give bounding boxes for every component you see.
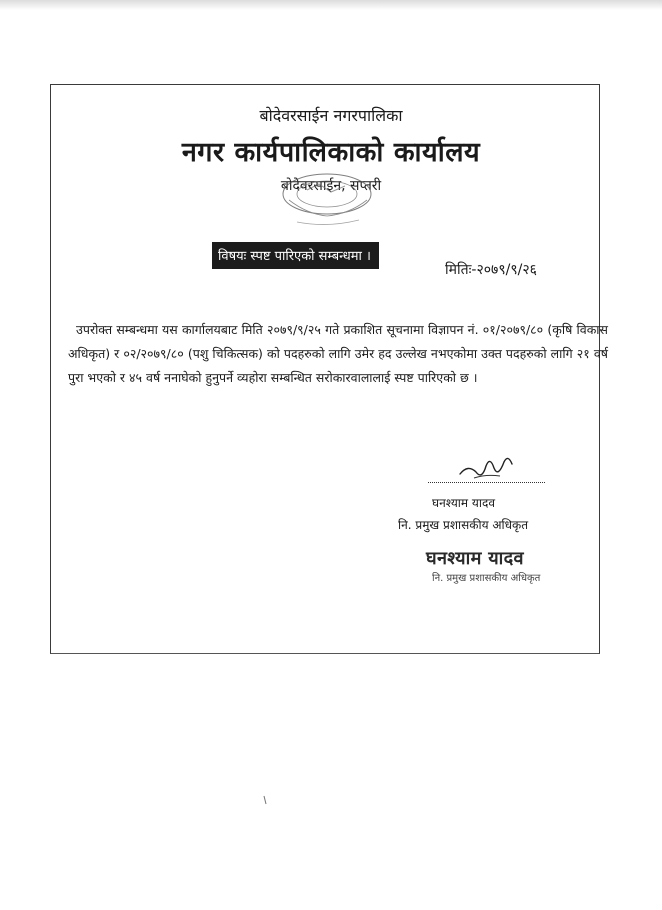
municipal-seal-icon — [267, 170, 387, 230]
officer-title: नि. प्रमुख प्रशासकीय अधिकृत — [398, 518, 529, 532]
municipality-name: बोदेवरसाईन नगरपालिका — [259, 106, 403, 125]
scan-edge-shadow — [0, 0, 662, 10]
office-address: बोदेवरसाईन, सप्तरी — [280, 178, 382, 194]
handwritten-signature-icon — [456, 452, 516, 486]
scan-speck — [262, 795, 270, 805]
letter-body: उपरोक्त सम्बन्धमा यस कार्गालयबाट मिति २०७९/९/२५ गते प्रकाशित सूचनामा विज्ञापन नं. ०१/२०७९/८० (कृषि विकास अधिकृत) र ०२/२०७९/८० (पशु चिकित्सक) को पदहरुको लागि उमेर हद उल्लेख नभएकोमा उक्त पदहरुको लागि २१ वर्ष पुरा भएको र ४५ वर्ष ननाघेको हुनुपर्ने व्यहोरा सम्बन्धित सरोकारवालालाई स्पष्ट पारिएको छ । — [68, 322, 608, 385]
officer-name: घनश्याम यादव — [432, 496, 496, 510]
name-seal-text: घनश्याम यादव — [426, 548, 524, 569]
subject-banner: विषयः स्पष्ट पारिएको सम्बन्धमा । — [212, 242, 379, 269]
office-title: नगर कार्यपालिकाको कार्यालय — [181, 137, 481, 168]
letter-date: मितिः-२०७९/९/२६ — [445, 262, 537, 278]
name-seal-title: नि. प्रमुख प्रशासकीय अधिकृत — [432, 573, 541, 584]
signature-line — [428, 482, 545, 483]
